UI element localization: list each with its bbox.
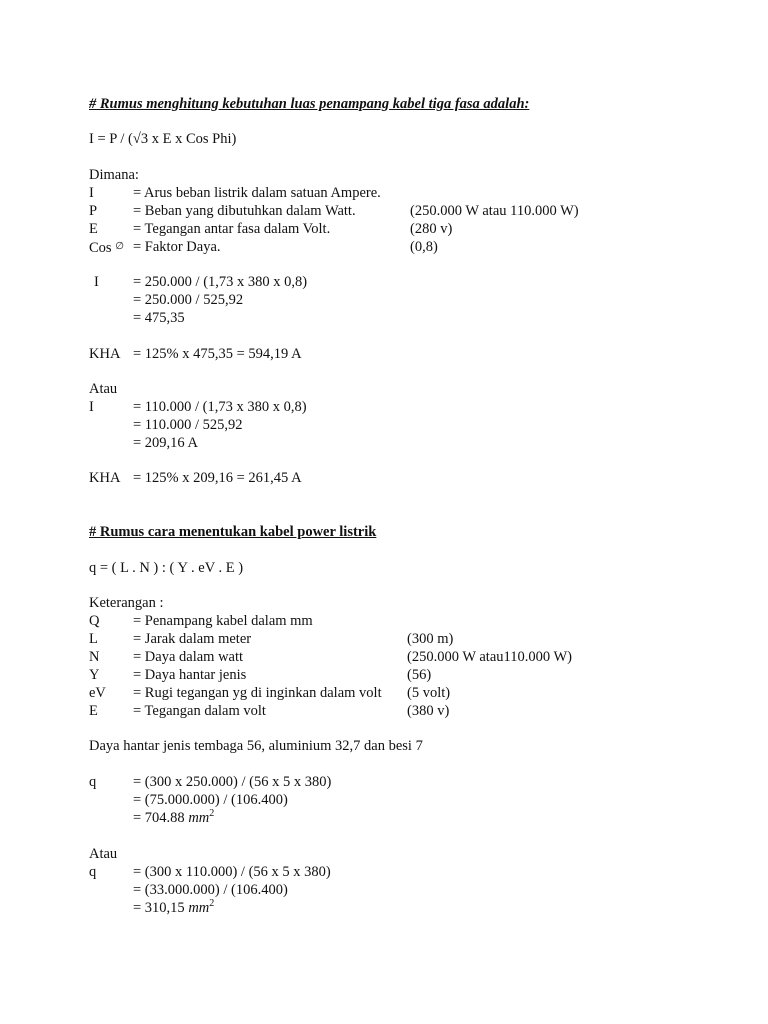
def-description: = Arus beban listrik dalam satuan Ampere. [133,185,381,201]
calc-step: = (300 x 110.000) / (56 x 5 x 380) [133,864,331,880]
section2-heading: # Rumus cara menentukan kabel power listrik [89,524,377,540]
def-symbol-cos-phi [89,238,124,257]
result-value: = 704.88 [133,810,185,826]
def-note: (300 m) [407,631,454,647]
def-symbol: I [89,185,94,201]
def-symbol: Q [89,613,100,629]
def-symbol: E [89,703,98,719]
unit-mm: mm [188,810,210,826]
calc-result [133,899,214,917]
def-note: (280 v) [410,221,453,237]
def-note: (5 volt) [407,685,451,701]
def-note: (250.000 W atau110.000 W) [407,649,572,665]
phi-symbol: ∅ [115,241,124,252]
def-description: = Daya hantar jenis [133,667,247,683]
def-note: (380 v) [407,703,450,719]
section1-formula: I = P / (√3 x E x Cos Phi) [89,131,237,147]
def-description: = Beban yang dibutuhkan dalam Watt. [133,203,356,219]
section1-heading: # Rumus menghitung kebutuhan luas penampang kabel tiga fasa adalah: [89,96,530,112]
info-text: Daya hantar jenis tembaga 56, aluminium 32,7 dan besi 7 [89,738,423,754]
atau-label: Atau [89,381,118,397]
def-description: = Penampang kabel dalam mm [133,613,313,629]
calc-symbol: I [94,274,99,290]
calc-symbol: I [89,399,94,415]
calc-step: = 110.000 / 525,92 [133,417,243,433]
def-description: = Daya dalam watt [133,649,244,665]
calc-step: = (300 x 250.000) / (56 x 5 x 380) [133,774,332,790]
unit-mm: mm [188,900,210,916]
def-description: = Rugi tegangan yg di inginkan dalam volt [133,685,382,701]
kha-label: KHA [89,346,121,362]
calc-step: = 250.000 / 525,92 [133,292,244,308]
def-description: = Tegangan antar fasa dalam Volt. [133,221,331,237]
def-symbol: eV [89,685,106,701]
cos-label: Cos [89,240,112,256]
def-note: (250.000 W atau 110.000 W) [410,203,579,219]
def-note: (0,8) [410,239,438,255]
calc-step: = (75.000.000) / (106.400) [133,792,288,808]
def-description: = Jarak dalam meter [133,631,252,647]
atau-label: Atau [89,846,118,862]
calc-step: = 250.000 / (1,73 x 380 x 0,8) [133,274,308,290]
unit-exponent: 2 [209,898,215,909]
keterangan-label: Keterangan : [89,595,164,611]
calc-symbol: q [89,864,97,880]
calc-result: = 209,16 A [133,435,198,451]
kha-value: = 125% x 475,35 = 594,19 A [133,346,302,362]
def-description: = Faktor Daya. [133,239,221,255]
kha-label: KHA [89,470,121,486]
def-note: (56) [407,667,432,683]
kha-value: = 125% x 209,16 = 261,45 A [133,470,302,486]
unit-exponent: 2 [209,808,215,819]
def-symbol: N [89,649,100,665]
section2-formula: q = ( L . N ) : ( Y . eV . E ) [89,560,244,576]
calc-step: = (33.000.000) / (106.400) [133,882,288,898]
calc-result: = 475,35 [133,310,185,326]
calc-symbol: q [89,774,97,790]
def-symbol: P [89,203,98,219]
dimana-label: Dimana: [89,167,139,183]
calc-step: = 110.000 / (1,73 x 380 x 0,8) [133,399,307,415]
def-symbol: E [89,221,98,237]
result-value: = 310,15 [133,900,185,916]
calc-result [133,809,214,827]
def-description: = Tegangan dalam volt [133,703,266,719]
def-symbol: L [89,631,98,647]
def-symbol: Y [89,667,100,683]
